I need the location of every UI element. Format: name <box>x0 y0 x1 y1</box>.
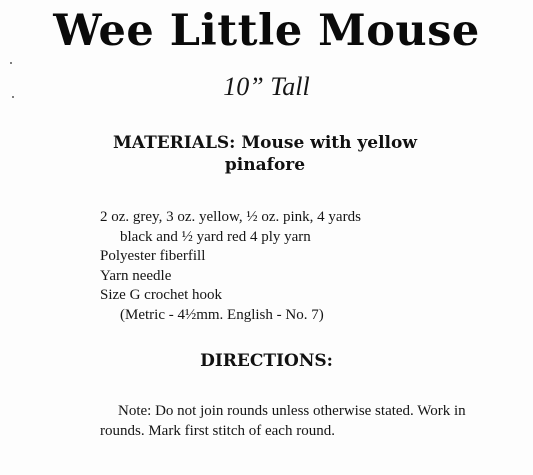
materials-item-needle: Yarn needle <box>100 267 172 284</box>
materials-heading <box>60 132 470 176</box>
materials-heading-line-1: MATERIALS: Mouse with yellow <box>112 133 417 153</box>
directions-heading: DIRECTIONS: <box>200 351 333 371</box>
materials-item-hook: Size G crochet hook <box>100 287 223 303</box>
directions-note: Note: Do not join rounds unless otherwise stated. Work in rounds. Mark first stitch of each round. <box>100 403 466 439</box>
pattern-subtitle: 10” Tall <box>223 72 310 101</box>
scan-speck <box>12 96 14 98</box>
materials-item-yarn-line-1: 2 oz. grey, 3 oz. yellow, ½ oz. pink, 4 yards <box>100 209 361 225</box>
materials-item-yarn-line-2: black and ½ yard red 4 ply yarn <box>120 228 311 245</box>
materials-item-fiberfill: Polyester fiberfill <box>100 248 206 264</box>
materials-item-hook-sizes: (Metric - 4½mm. English - No. 7) <box>120 306 324 323</box>
materials-list <box>100 208 520 325</box>
materials-heading-line-2: pinafore <box>224 155 306 175</box>
pattern-title: Wee Little Mouse <box>53 6 480 56</box>
scan-speck <box>10 62 12 64</box>
